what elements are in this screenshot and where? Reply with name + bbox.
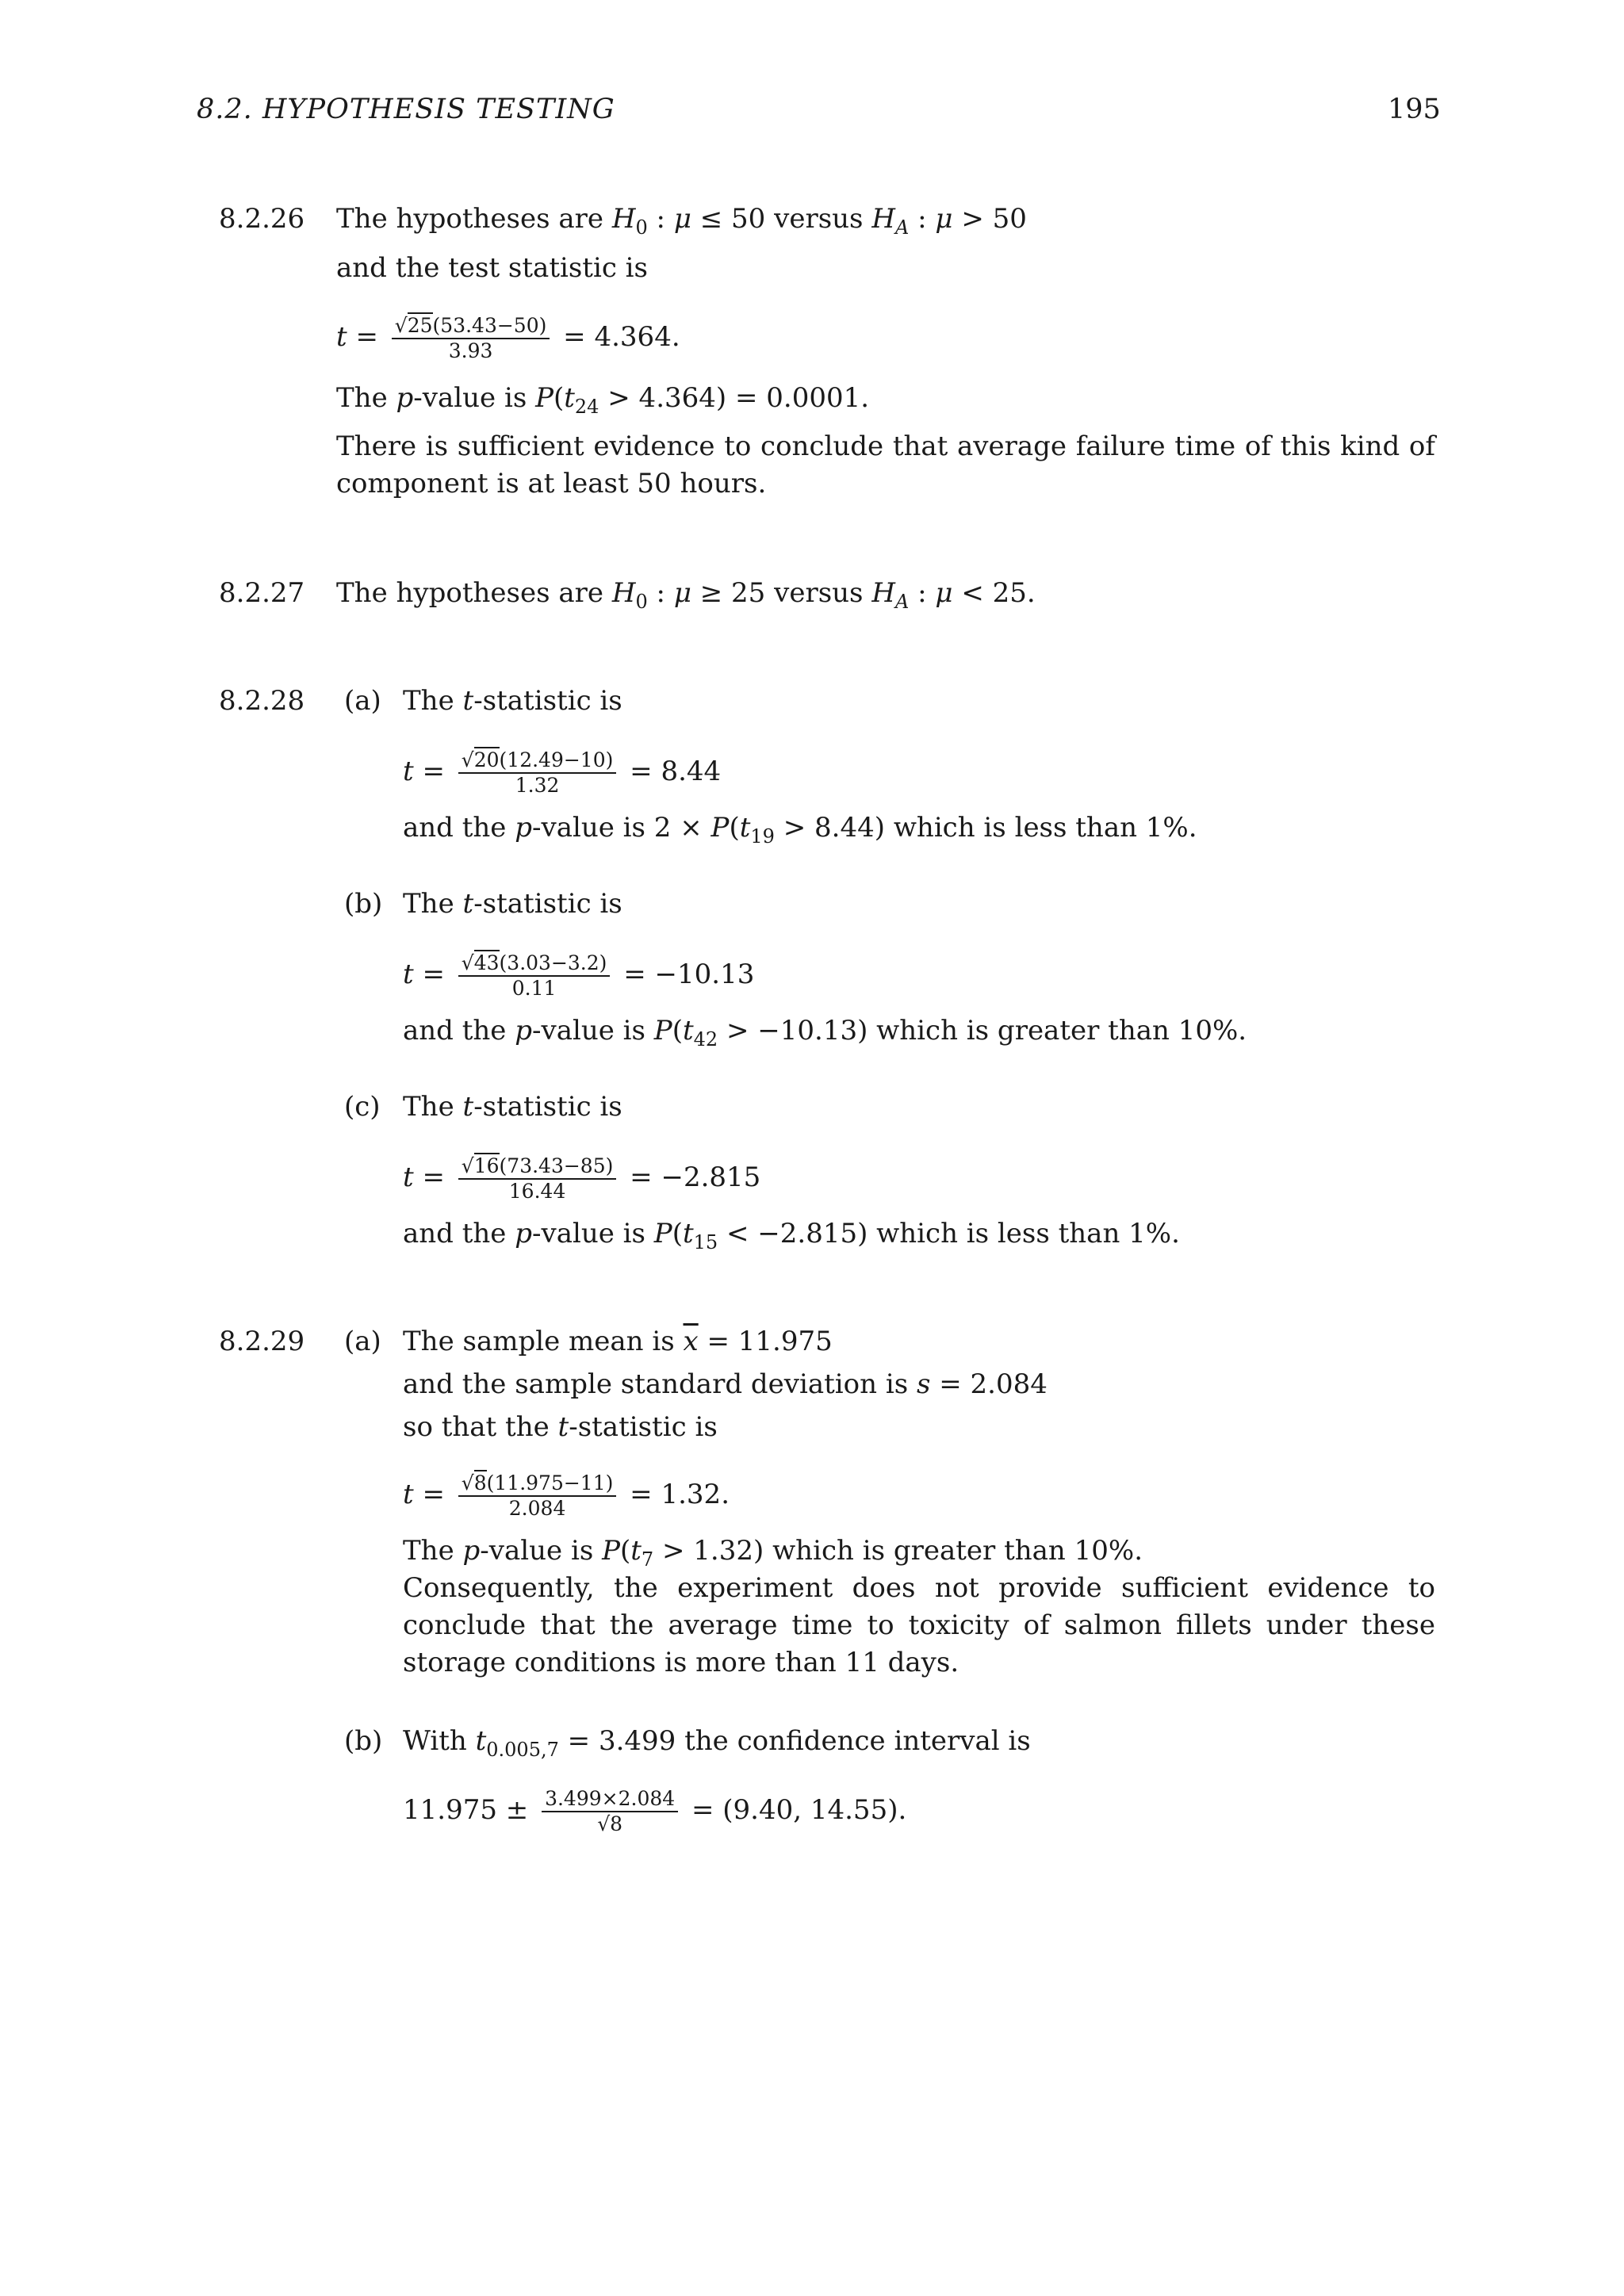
p-value-line: and the p-value is $P(t_{42} > -10.13)$ which is greater than 10%.	[403, 1015, 1247, 1050]
equation: t = $\frac{√20(12.49-10)}{1.32}$ = 8.44	[403, 748, 722, 797]
text-line: The t-statistic is	[403, 685, 622, 717]
text-line: With $t_{0.005,7} = 3.499$ the confidence interval is	[403, 1725, 1031, 1761]
equation: t = $\frac{√25(53.43-50)}{3.93}$ = 4.364.	[336, 314, 680, 362]
text-line: The t-statistic is	[403, 1091, 622, 1123]
part-label: (a)	[344, 685, 381, 717]
problem-number: 8.2.26	[219, 203, 305, 235]
text-line: and the sample standard deviation is s = 2.084	[403, 1368, 1048, 1400]
text-line: The sample mean is $\overline{x} = 11.975$	[403, 1326, 833, 1357]
page-number: 195	[1388, 94, 1441, 125]
text-line: The t-statistic is	[403, 888, 622, 920]
part-label: (b)	[344, 1725, 383, 1757]
equation: t = $\frac{√43(3.03-3.2)}{0.11}$ = −10.13	[403, 951, 755, 1000]
conclusion-paragraph: There is sufficient evidence to conclude that average failure time of this kind of component is at least 50 hours.	[336, 430, 1435, 499]
p-value-line: and the p-value is $2 \times P(t_{19} > 8.44)$ which is less than 1%.	[403, 812, 1197, 848]
text-line: so that the t-statistic is	[403, 1411, 718, 1443]
p-value-line: The p-value is $P(t_{24} > 4.364) = 0.0001$.	[336, 382, 870, 418]
problem-number: 8.2.27	[219, 577, 305, 609]
problem-number: 8.2.28	[219, 685, 305, 717]
part-label: (c)	[344, 1091, 381, 1123]
running-header: 8.2. HYPOTHESIS TESTING	[197, 94, 615, 125]
hypotheses-line: The hypotheses are $H_0$ : μ ≤ 50 versus $H_A$ : μ > 50	[336, 203, 1027, 239]
part-label: (b)	[344, 888, 383, 920]
conclusion-paragraph: Consequently, the experiment does not provide sufficient evidence to conclude that the average time to toxicity of salmon fillets under these storage conditions is more than 11 days.	[403, 1572, 1435, 1678]
part-label: (a)	[344, 1326, 381, 1357]
equation: 11.975 ± $\frac{3.499\times 2.084}{√8}$ = (9.40, 14.55).	[403, 1787, 907, 1835]
hypotheses-line: The hypotheses are $H_0$ : μ ≥ 25 versus $H_A$ : μ < 25.	[336, 577, 1036, 613]
p-value-line: and the p-value is $P(t_{15} < -2.815)$ which is less than 1%.	[403, 1218, 1180, 1253]
equation: t = $\frac{√16(73.43-85)}{16.44}$ = −2.815	[403, 1154, 761, 1203]
problem-number: 8.2.29	[219, 1326, 305, 1357]
equation: t = $\frac{√8(11.975-11)}{2.084}$ = 1.32.	[403, 1471, 730, 1520]
p-value-line: The p-value is $P(t_7 > 1.32)$ which is greater than 10%.	[403, 1535, 1143, 1571]
text-line: and the test statistic is	[336, 252, 649, 284]
